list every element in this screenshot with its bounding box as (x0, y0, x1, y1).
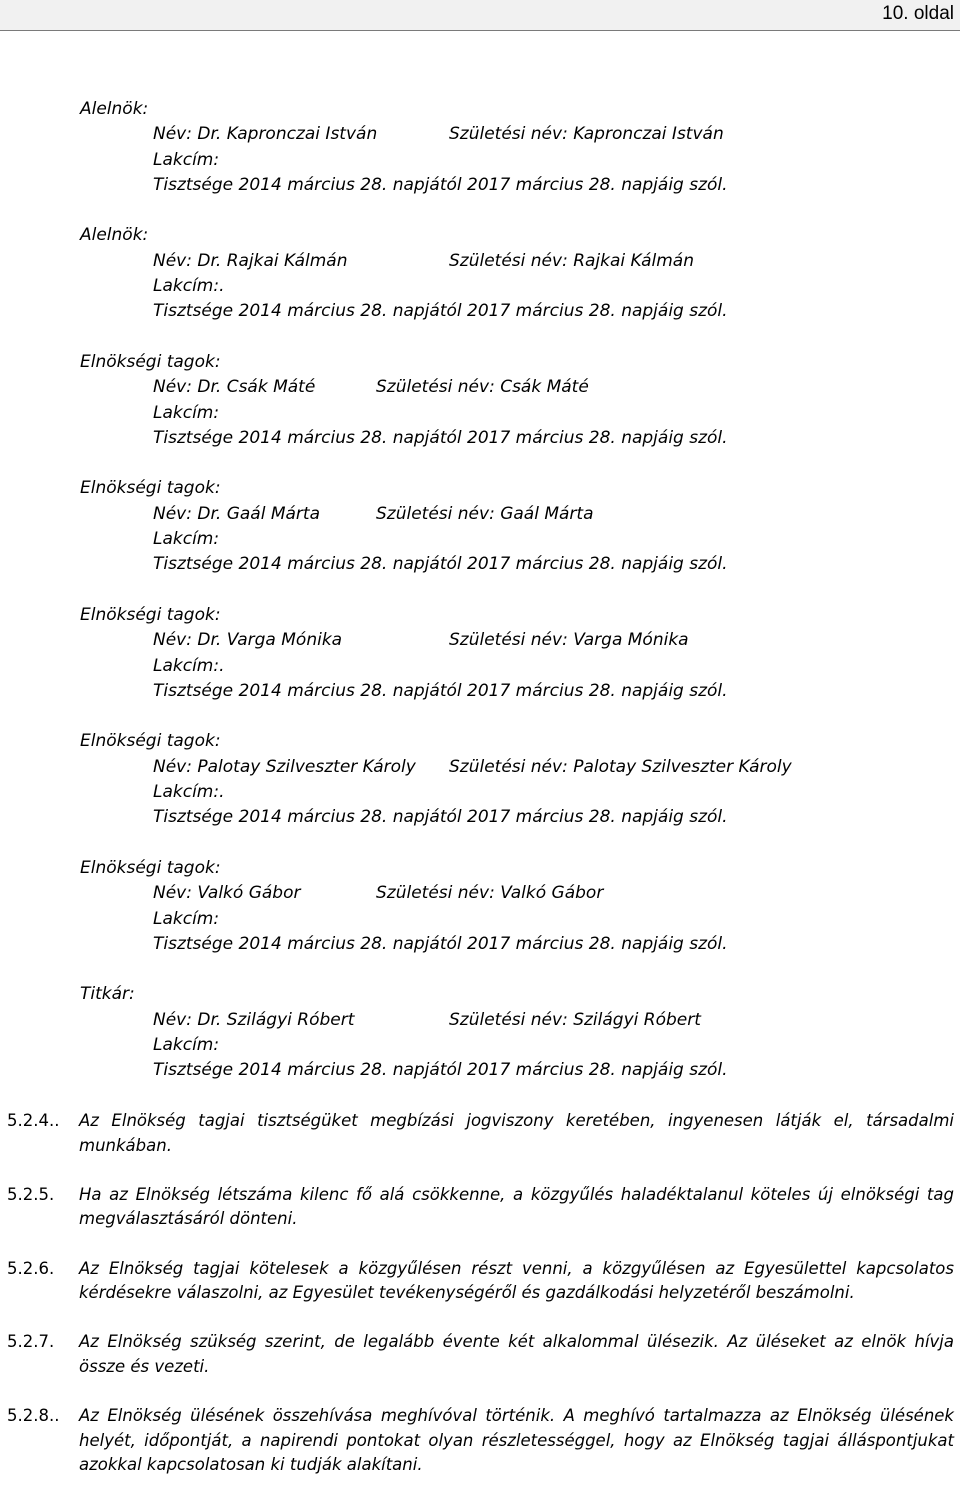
officer-term: Tisztsége 2014 március 28. napjától 2017 március 28. napjáig szól. (153, 1060, 728, 1081)
officer-entry (80, 97, 940, 198)
officer-name-row (80, 1008, 940, 1033)
officer-address: Lakcím:. (153, 276, 225, 297)
officer-birth-name: Születési név: Palotay Szilveszter Károly (449, 756, 792, 777)
officer-role: Elnökségi tagok: (80, 857, 221, 878)
officer-birth-name: Születési név: Szilágyi Róbert (449, 1009, 701, 1030)
paragraph-text: Az Elnökség tagjai tisztségüket megbízási jogviszony keretében, ingyenesen látják el, társadalmi munkában. (79, 1111, 954, 1155)
officer-name-row (80, 375, 940, 400)
officer-address: Lakcím: (153, 1034, 220, 1055)
officer-name-row (80, 249, 940, 274)
officer-role: Titkár: (80, 984, 135, 1005)
officer-birth-name: Születési név: Varga Mónika (449, 630, 689, 651)
paragraph-number: 5.2.4.. (7, 1111, 60, 1130)
officer-name: Név: Dr. Varga Mónika (153, 630, 343, 651)
page-header (0, 0, 960, 31)
officer-term: Tisztsége 2014 március 28. napjától 2017 március 28. napjáig szól. (153, 933, 728, 954)
paragraph-number: 5.2.8.. (7, 1406, 60, 1426)
officer-entry (80, 223, 940, 324)
officer-name: Név: Dr. Szilágyi Róbert (153, 1009, 355, 1030)
page-number: 10. oldal (882, 3, 954, 24)
officer-name-row (80, 502, 940, 527)
officer-entry (80, 982, 940, 1083)
paragraph-text: Az Elnökség szükség szerint, de legalább évente két alkalommal ülésezik. Az üléseket az elnök hívja össze és vezeti. (79, 1332, 954, 1376)
officer-entry (80, 856, 940, 957)
officer-term: Tisztsége 2014 március 28. napjától 2017 március 28. napjáig szól. (153, 554, 728, 575)
officer-role: Elnökségi tagok: (80, 478, 221, 499)
officer-role: Elnökségi tagok: (80, 731, 221, 752)
officer-term: Tisztsége 2014 március 28. napjától 2017 március 28. napjáig szól. (153, 807, 728, 828)
rules-paragraphs (7, 1109, 954, 1478)
officer-birth-name: Születési név: Kapronczai István (449, 124, 724, 145)
officer-term: Tisztsége 2014 március 28. napjától 2017 március 28. napjáig szól. (153, 427, 728, 448)
officer-name: Név: Dr. Rajkai Kálmán (153, 250, 348, 271)
officer-entry (80, 729, 940, 830)
officer-birth-name: Születési név: Csák Máté (376, 377, 589, 398)
officer-name-row (80, 755, 940, 780)
paragraph-text: Az Elnökség tagjai kötelesek a közgyűlésen részt venni, a közgyűlésen az Egyesülettel kapcsolatos kérdésekre válaszolni, az Egyesület tevékenységéről és gazdálkodási helyzetéről beszámolni. (79, 1258, 954, 1303)
officer-name: Név: Palotay Szilveszter Károly (153, 756, 416, 777)
officer-address: Lakcím: (153, 529, 220, 550)
rule-paragraph (7, 1109, 954, 1158)
officer-term: Tisztsége 2014 március 28. napjától 2017 március 28. napjáig szól. (153, 174, 728, 195)
officer-role: Elnökségi tagok: (80, 604, 221, 625)
officer-address: Lakcím: (153, 908, 220, 929)
officer-name-row (80, 628, 940, 653)
officer-entry (80, 350, 940, 451)
rule-paragraph (7, 1330, 954, 1379)
officer-birth-name: Születési név: Valkó Gábor (376, 883, 604, 904)
officer-name-row (80, 881, 940, 906)
rule-paragraph (7, 1257, 954, 1306)
officer-address: Lakcím:. (153, 782, 225, 803)
officer-address: Lakcím: (153, 149, 220, 170)
officer-role: Elnökségi tagok: (80, 351, 221, 372)
officer-name: Név: Dr. Gaál Márta (153, 503, 320, 524)
officer-term: Tisztsége 2014 március 28. napjától 2017 március 28. napjáig szól. (153, 680, 728, 701)
officer-name: Név: Dr. Csák Máté (153, 377, 316, 398)
paragraph-number: 5.2.5. (7, 1184, 55, 1204)
paragraph-text: Az Elnökség ülésének összehívása meghívóval történik. A meghívó tartalmazza az Elnökség ülésének helyét, időpontját, a napirendi pontokat olyan részletességgel, hogy az Elnökség tagjai álláspontjukat azokkal kapcsolatosan ki tudják alakítani. (79, 1406, 954, 1475)
officer-address: Lakcím:. (153, 655, 225, 676)
paragraph-number: 5.2.6. (7, 1258, 55, 1278)
paragraph-text: Ha az Elnökség létszáma kilenc fő alá csökkenne, a közgyűlés haladéktalanul köteles új elnökségi tag megválasztásáról dönteni. (79, 1184, 954, 1229)
rule-paragraph (7, 1183, 954, 1232)
officer-list (80, 97, 940, 1084)
officer-role: Alelnök: (80, 225, 149, 246)
rule-paragraph (7, 1404, 954, 1478)
officer-role: Alelnök: (80, 99, 149, 119)
officer-address: Lakcím: (153, 402, 220, 423)
officer-term: Tisztsége 2014 március 28. napjától 2017 március 28. napjáig szól. (153, 301, 728, 322)
officer-entry (80, 603, 940, 704)
officer-birth-name: Születési név: Gaál Márta (376, 503, 594, 524)
officer-birth-name: Születési név: Rajkai Kálmán (449, 250, 694, 271)
officer-entry (80, 476, 940, 577)
officer-name-row (80, 122, 940, 147)
officer-name: Név: Valkó Gábor (153, 883, 301, 904)
paragraph-number: 5.2.7. (7, 1332, 55, 1352)
officer-name: Név: Dr. Kapronczai István (153, 124, 378, 145)
